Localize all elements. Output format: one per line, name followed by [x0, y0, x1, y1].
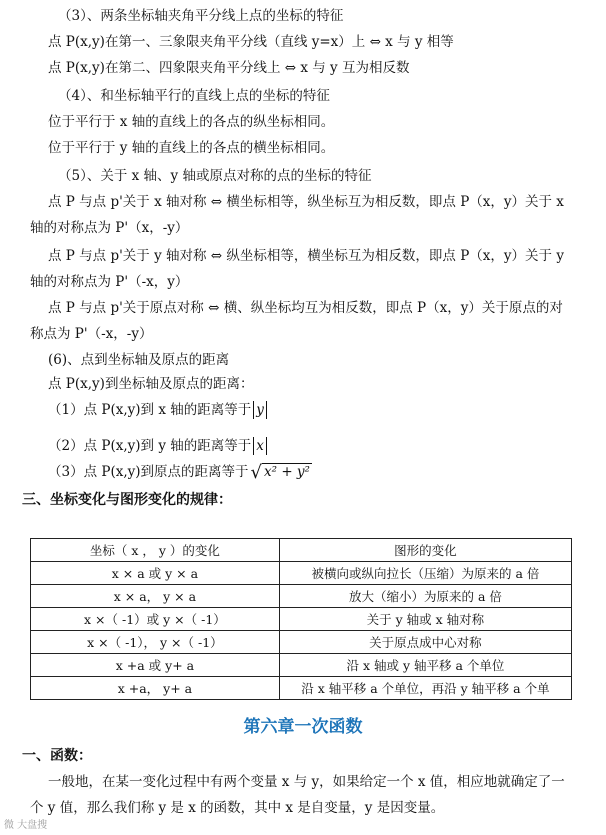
sqrt-radicand: x² + y²: [264, 464, 310, 480]
section-3-title: （3）、两条坐标轴夹角平分线上点的坐标的特征: [58, 8, 344, 24]
text-line: 点 P 与点 p'关于 y 轴对称 ⇔ 纵坐标相等，横坐标互为相反数，即点 P（x，y）关于 y: [48, 248, 564, 264]
text-line: 轴的对称点为 P'（x，-y）: [30, 220, 189, 236]
abs-value: x: [253, 437, 267, 455]
table-cell: 关于 y 轴或 x 轴对称: [279, 608, 571, 631]
table-row: [31, 585, 572, 608]
table-cell: x +a， y+ a: [31, 677, 280, 700]
table-cell: 关于原点成中心对称: [279, 631, 571, 654]
distance-item-1: [48, 400, 267, 420]
paragraph-line: 一般地，在某一变化过程中有两个变量 x 与 y，如果给定一个 x 值，相应地就确定了一: [48, 774, 565, 790]
section-heading: 三、坐标变化与图形变化的规律：: [22, 492, 232, 508]
text-line: 点 P 与点 p'关于 x 轴对称 ⇔ 横坐标相等，纵坐标互为相反数，即点 P（x，y）关于 x: [48, 194, 564, 210]
radical-icon: √: [250, 462, 263, 483]
text-line: 点 P(x,y)在第二、四象限夹角平分线上 ⇔ x 与 y 互为相反数: [48, 60, 410, 76]
table-row: [31, 608, 572, 631]
table-header-cell: 图形的变化: [279, 539, 571, 562]
table-cell: 放大（缩小）为原来的 a 倍: [279, 585, 571, 608]
table-row: [31, 631, 572, 654]
text-line: 轴的对称点为 P'（-x，y）: [30, 274, 189, 290]
section-4-title: （4）、和坐标轴平行的直线上点的坐标的特征: [58, 88, 330, 104]
table-cell: x +a 或 y+ a: [31, 654, 280, 677]
text-line: 称点为 P'（-x，-y）: [30, 326, 153, 342]
paragraph-line: 个 y 值，那么我们称 y 是 x 的函数，其中 x 是自变量，y 是因变量。: [30, 800, 445, 816]
table-cell: x × a， y × a: [31, 585, 280, 608]
text-line: 位于平行于 y 轴的直线上的各点的横坐标相同。: [48, 140, 335, 156]
table-row: [31, 654, 572, 677]
distance-item-label: （1）点 P(x,y)到 x 轴的距离等于: [48, 402, 252, 418]
section-5-title: （5）、关于 x 轴、y 轴或原点对称的点的坐标的特征: [58, 168, 372, 184]
coordinate-rules-table: [30, 538, 572, 700]
table-row: [31, 677, 572, 700]
sqrt-expression: [251, 462, 312, 483]
table-cell: 沿 x 轴平移 a 个单位，再沿 y 轴平移 a 个单: [279, 677, 571, 700]
table-cell: 被横向或纵向拉长（压缩）为原来的 a 倍: [279, 562, 571, 585]
table-cell: x ×（ -1）或 y ×（ -1）: [31, 608, 280, 631]
distance-item-label: （2）点 P(x,y)到 y 轴的距离等于: [48, 438, 252, 454]
section-6-title: (6)、点到坐标轴及原点的距离: [48, 352, 230, 368]
text-line: 位于平行于 x 轴的直线上的各点的纵坐标相同。: [48, 114, 335, 130]
distance-item-label: （3）点 P(x,y)到原点的距离等于: [48, 464, 249, 480]
table-row: [31, 562, 572, 585]
chapter-title: 第六章一次函数: [243, 717, 363, 737]
table-cell: x ×（ -1）， y ×（ -1）: [31, 631, 280, 654]
distance-item-2: [48, 436, 267, 456]
table-header-cell: 坐标（ x ， y ）的变化: [31, 539, 280, 562]
distance-item-3: [48, 462, 312, 483]
section-heading: 一、函数：: [22, 748, 92, 764]
text-line: 点 P 与点 p'关于原点对称 ⇔ 横、纵坐标均互为相反数，即点 P（x，y）关于原点的对: [48, 300, 563, 316]
table-cell: 沿 x 轴或 y 轴平移 a 个单位: [279, 654, 571, 677]
table-cell: x × a 或 y × a: [31, 562, 280, 585]
text-line: 点 P(x,y)到坐标轴及原点的距离：: [48, 376, 254, 392]
abs-value: y: [253, 401, 267, 419]
table-header-row: [31, 539, 572, 562]
text-line: 点 P(x,y)在第一、三象限夹角平分线（直线 y=x）上 ⇔ x 与 y 相等: [48, 34, 454, 50]
watermark: 微 大盘搜: [4, 820, 48, 831]
